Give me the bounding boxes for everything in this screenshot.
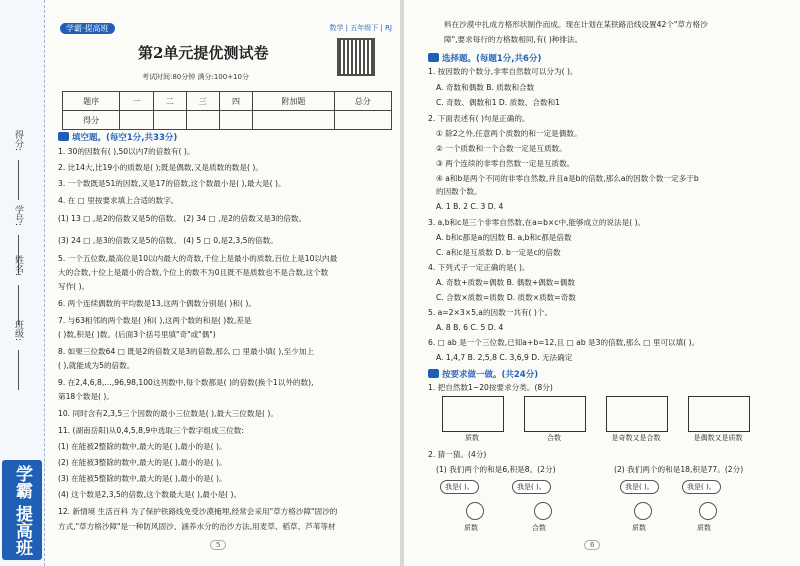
score-cell[interactable] [334,111,391,130]
statement-line: ① 除2之外,任意两个质数的和一定是偶数。 [436,129,582,138]
rabbit-icon [634,502,652,520]
question-line: 4. 下列式子一定正确的是( )。 [428,263,530,272]
question-line: 10. 同时含有2,3,5三个因数的最小三位数是( ),最大三位数是( )。 [58,409,278,418]
option-line: A. 奇数+质数=偶数 B. 偶数+偶数=偶数 [436,278,575,287]
speech-bubble: 我是( )。 [620,480,659,494]
question-line: 5. a=2×3×5,a的因数一共有( )个。 [428,308,553,317]
option-line: C. 奇数、偶数和1 D. 质数、合数和1 [436,98,561,107]
option-line: A. 1,4,7 B. 2,5,8 C. 3,6,9 D. 无法确定 [436,353,573,362]
speech-bubble: 我是( )。 [682,480,721,494]
page-title: 第2单元提优测试卷 [138,44,269,62]
right-page [404,0,800,566]
score-line [18,160,19,200]
question-line: 12. 新情境 生活百科 为了保护铁路线免受沙漠掩埋,经常会采用"草方格沙障"固沙的 [58,507,338,516]
question-line: 2. 比14大,比19小的质数是( );既是偶数,又是质数的数是( )。 [58,163,263,172]
score-cell[interactable] [153,111,186,130]
question-line: 第18个数是( )。 [58,392,114,401]
question-line: 3. 一个数既是51的因数,又是17的倍数,这个数最小是( ),最大是( )。 [58,179,286,188]
question-line: (3) 24 □ ,是3的倍数又是5的倍数。 (4) 5 □ 0,是2,3,5的倍数。 [58,236,278,245]
score-header: 总分 [334,92,391,111]
page-number: 6 [584,540,600,550]
question-line: 11. (湖南岳阳)从0,4,5,8,9中选取三个数字组成三位数: [58,426,244,435]
statement-line: ④ a和b是两个不同的非零自然数,并且a是b的倍数,那么a的因数个数一定多于b [436,174,699,183]
question-line: 1. 按因数的个数分,非零自然数可以分为( )。 [428,67,578,76]
score-header: 三 [186,92,219,111]
animal-label: 质数 [464,524,478,532]
section-marker-icon [428,369,439,378]
question-line: (1) 在能被2整除的数中,最大的是( ),最小的是( )。 [58,442,227,451]
sort-box[interactable] [688,396,750,432]
cow-icon [534,502,552,520]
question-line: (3) 在能被5整除的数中,最大的是( ),最小的是( )。 [58,474,227,483]
score-label: 得分: [13,130,23,152]
score-header: 二 [153,92,186,111]
statement-line: ② 一个质数和一个合数一定是互质数。 [436,144,567,153]
question-line: 6. □ ab 是一个三位数,已知a+b=12,且 □ ab 是3的倍数,那么 □ 里可以填( )。 [428,338,700,347]
series-logo: 学霸 提高班 [2,460,42,560]
question-line: 9. 在2,4,6,8,…,96,98,100这列数中,每个数都是( )的倍数(换个1以外的数), [58,378,314,387]
student-info-strip [0,0,45,566]
section-choice [428,52,541,64]
question-line: 方式,"草方格沙障"是一种防风固沙、涵养水分的治沙方法,用麦草、稻草、芦苇等材 [58,522,336,531]
question-line: (1) 我们两个的和是6,积是8。(2分) [436,465,556,474]
question-line: (1) 13 □ ,是2的倍数又是5的倍数。 (2) 34 □ ,是2的倍数又是3的倍数。 [58,214,307,223]
option-line: C. 合数×质数=质数 D. 质数×质数=奇数 [436,293,576,302]
id-label: 学号: [13,205,23,227]
question-line: 2. 下面表述有( )句是正确的。 [428,114,530,123]
sort-box[interactable] [606,396,668,432]
option-line: A. 奇数和偶数 B. 质数和合数 [436,83,535,92]
box-caption: 质数 [465,434,479,442]
animal-label: 合数 [532,524,546,532]
question-line: (2) 我们两个的和是18,积是77。(2分) [614,465,744,474]
box-caption: 合数 [547,434,561,442]
section-marker-icon [428,53,439,62]
option-line: A. b和c都是a的因数 B. a,b和c都是倍数 [436,233,572,242]
score-header: 题序 [63,92,120,111]
option-line: C. a和c是互质数 D. b一定是c的倍数 [436,248,561,257]
question-line: 1. 30的因数有( ),50以内7的倍数有( )。 [58,147,195,156]
question-line: 5. 一个五位数,最高位是10以内最大的奇数,千位上是最小的质数,百位上是10以内最 [58,254,338,263]
score-header: 四 [219,92,252,111]
section-title: 选择题。(每题1分,共6分) [442,54,542,64]
question-line: ( ),就能成为5的倍数。 [58,361,135,370]
section-marker-icon [58,132,69,141]
box-caption: 是偶数又是质数 [693,434,743,442]
page-number: 5 [210,540,226,550]
score-table [62,91,392,130]
header-bar [60,23,394,33]
qr-code [337,38,375,76]
class-label: 班级: [13,320,23,342]
question-line: 障",要求每行的方格数相同,有( )种排法。 [444,35,583,44]
question-line: 料在沙漠中扎成方格形状制作而成。现在计划在某铁路沿线设置42个"草方格沙 [444,20,708,29]
option-line: A. 1 B. 2 C. 3 D. 4 [436,202,504,211]
question-line: (2) 在能被3整除的数中,最大的是( ),最小的是( )。 [58,458,227,467]
box-caption: 是奇数又是合数 [611,434,661,442]
question-line: 大的合数,十位上是最小的合数,个位上的数不为0且既不是质数也不是合数,这个数 [58,268,329,277]
score-cell[interactable] [253,111,334,130]
question-line: 7. 与63相邻的两个数是( )和( ),这两个数的和是( )数,差是 [58,316,252,325]
section-practice [428,368,538,380]
question-line: 8. 如果三位数64 □ 既是2的倍数又是3的倍数,那么 □ 里最小填( ),至少加上 [58,347,314,356]
statement-line: 的因数个数。 [436,187,482,196]
score-cell[interactable] [120,111,153,130]
score-header: 一 [120,92,153,111]
question-line: 1. 把自然数1~20按要求分类。(8分) [428,383,553,392]
class-line [18,350,19,390]
question-line: (4) 这个数是2,3,5的倍数,这个数最大是( ),最小是( )。 [58,490,242,499]
panda-icon [699,502,717,520]
name-line [18,285,19,325]
statement-line: ③ 两个连续的非零自然数一定是互质数。 [436,159,575,168]
exam-meta: 考试时间:80分钟 满分:100+10分 [142,73,249,81]
question-line: 写作( )。 [58,282,90,291]
question-line: 2. 猜一猜。(4分) [428,450,487,459]
speech-bubble: 我是( )。 [440,480,479,494]
sort-box[interactable] [442,396,504,432]
subject-tag: 数学 | 五年级下 | RJ [329,24,392,32]
name-label: 姓名: [13,255,23,277]
score-cell[interactable] [219,111,252,130]
section-title: 填空题。(每空1分,共33分) [72,133,178,143]
brand-badge: 学霸·提高班 [60,23,115,34]
score-cell[interactable] [186,111,219,130]
question-line: 6. 两个连续偶数的平均数是13,这两个偶数分别是( )和( )。 [58,299,256,308]
section-fill-blank [58,131,177,143]
option-line: A. 8 B. 6 C. 5 D. 4 [436,323,504,332]
animal-label: 质数 [632,524,646,532]
sort-box[interactable] [524,396,586,432]
score-header: 附加题 [253,92,334,111]
question-line: 4. 在 □ 里按要求填上合适的数字。 [58,196,179,205]
animal-label: 质数 [697,524,711,532]
dog-icon [466,502,484,520]
score-row-label: 得分 [63,111,120,130]
speech-bubble: 我是( )。 [512,480,551,494]
section-title: 按要求做一做。(共24分) [442,370,539,380]
question-line: ( )数,积是( )数。(后面3个括号里填"奇"或"偶") [58,330,216,339]
question-line: 3. a,b和c是三个非零自然数,在a=b×c中,能够成立的说法是( )。 [428,218,646,227]
